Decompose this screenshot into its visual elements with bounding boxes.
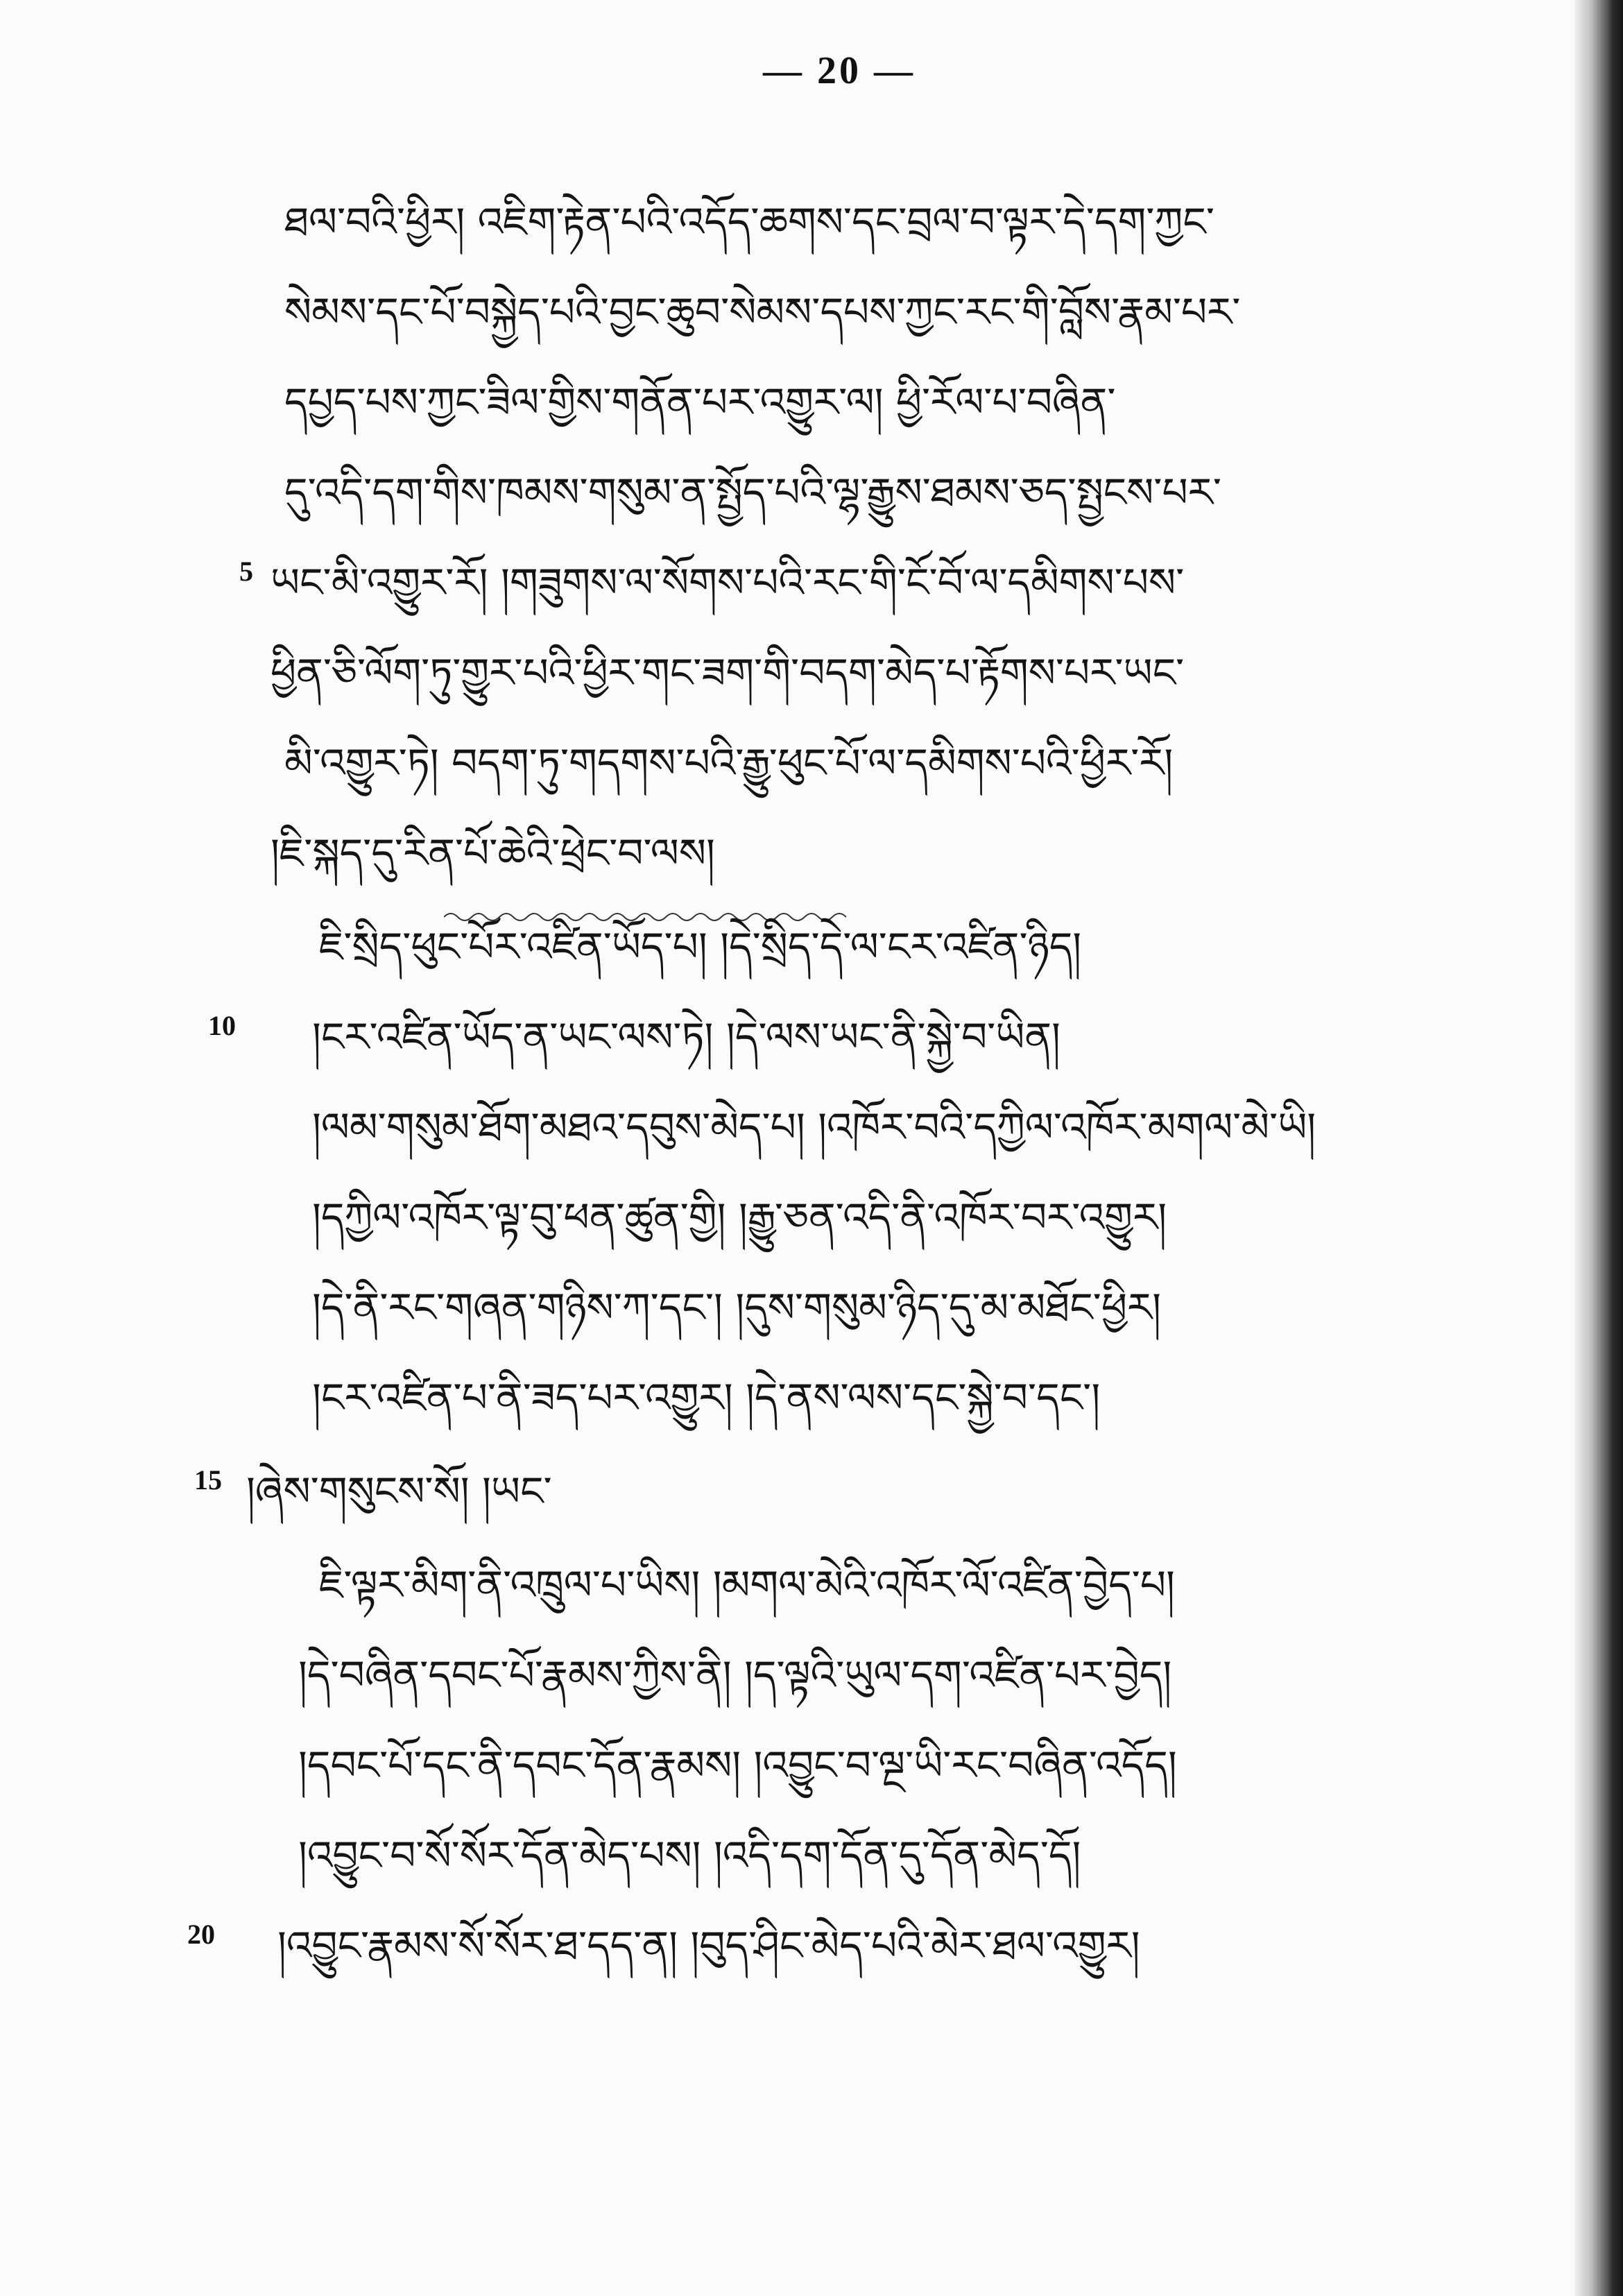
text-line: །ཇི་སྐད་དུ་རིན་པོ་ཆེའི་ཕྲེང་བ་ལས། xyxy=(270,830,715,877)
line-number: 20 xyxy=(187,1919,215,1950)
text-line: །འབྱུང་རྣམས་སོ་སོར་ཐ་དད་ན། །བུད་ཤིང་མེད་པའི་མེར་ཐལ་འགྱུར། xyxy=(277,1922,1140,1969)
binding-edge xyxy=(1574,0,1623,2296)
text-line: ཇི་ལྟར་མིག་ནི་འཁྲུལ་པ་ཡིས། །མགལ་མེའི་འཁོར་ལོ་འཛིན་བྱེད་པ། xyxy=(319,1561,1175,1609)
line-number: 15 xyxy=(194,1464,222,1496)
text-line: །ངར་འཛིན་ཡོད་ན་ཡང་ལས་ཏེ། །དེ་ལས་ཡང་ནི་སྐྱེ་བ་ཡིན། xyxy=(312,1013,1060,1061)
text-line: ཐལ་བའི་ཕྱིར། འཇིག་རྟེན་པའི་འདོད་ཆགས་དང་བྲལ་བ་ལྟར་དེ་དག་ཀྱང་ xyxy=(284,198,1214,246)
text-line: ཡང་མི་འགྱུར་རོ། །གཟུགས་ལ་སོགས་པའི་རང་གི་ངོ་བོ་ལ་དམིགས་པས་ xyxy=(270,559,1185,606)
text-line: །དེ་བཞིན་དབང་པོ་རྣམས་ཀྱིས་ནི། །ད་ལྟའི་ཡུལ་དག་འཛིན་པར་བྱེད། xyxy=(298,1652,1172,1699)
text-line: མི་འགྱུར་ཏེ། བདག་ཏུ་གདགས་པའི་རྒྱུ་ཕུང་པོ་ལ་དམིགས་པའི་ཕྱིར་རོ། xyxy=(284,739,1174,787)
text-line: །དེ་ནི་རང་གཞན་གཉིས་ཀ་དང་། །དུས་གསུམ་ཉིད་དུ་མ་མཐོང་ཕྱིར། xyxy=(312,1284,1162,1331)
text-line: །ངར་འཛིན་པ་ནི་ཟད་པར་འགྱུར། །དེ་ནས་ལས་དང་སྐྱེ་བ་དང་། xyxy=(312,1374,1101,1421)
line-number: 10 xyxy=(208,1010,236,1041)
text-line: དུ་འདི་དག་གིས་ཁམས་གསུམ་ན་སྤྱོད་པའི་ལྷ་རྒྱུས་ཐམས་ཅད་སྤྱངས་པར་ xyxy=(284,469,1221,516)
line-number: 5 xyxy=(239,556,253,587)
text-line: ཕྱིན་ཅི་ལོག་ཏུ་གྱུར་པའི་ཕྱིར་གང་ཟག་གི་བདག་མེད་པ་རྟོགས་པར་ཡང་ xyxy=(270,649,1185,696)
text-line: །ལམ་གསུམ་ཐོག་མཐའ་དབུས་མེད་པ། །འཁོར་བའི་དཀྱིལ་འཁོར་མགལ་མེ་ཡི། xyxy=(312,1104,1316,1151)
text-line: དཔྱད་པས་ཀྱང་ཟིལ་གྱིས་གནོན་པར་འགྱུར་ལ། ཕྱི་རོལ་པ་བཞིན་ xyxy=(284,379,1116,426)
text-line: ཇི་སྲིད་ཕུང་པོར་འཛིན་ཡོད་པ། །དེ་སྲིད་དེ་ལ་ངར་འཛིན་ཉིད། xyxy=(319,923,1082,970)
text-line: སེམས་དང་པོ་བསྐྱེད་པའི་བྱང་ཆུབ་སེམས་དཔས་ཀྱང་རང་གི་བློས་རྣམ་པར་ xyxy=(284,289,1241,336)
text-line: །དབང་པོ་དང་ནི་དབང་དོན་རྣམས། །འབྱུང་བ་ལྔ་ཡི་རང་བཞིན་འདོད། xyxy=(298,1742,1177,1789)
page-number: — 20 — xyxy=(763,49,916,92)
text-line: །འབྱུང་བ་སོ་སོར་དོན་མེད་པས། །འདི་དག་དོན་དུ་དོན་མེད་དོ། xyxy=(298,1832,1081,1879)
text-line: །ཞེས་གསུངས་སོ། །ཡང་ xyxy=(246,1468,552,1515)
text-line: །དཀྱིལ་འཁོར་ལྟ་བུ་ཕན་ཚུན་གྱི། །རྒྱུ་ཅན་འདི་ནི་འཁོར་བར་འགྱུར། xyxy=(312,1194,1167,1241)
